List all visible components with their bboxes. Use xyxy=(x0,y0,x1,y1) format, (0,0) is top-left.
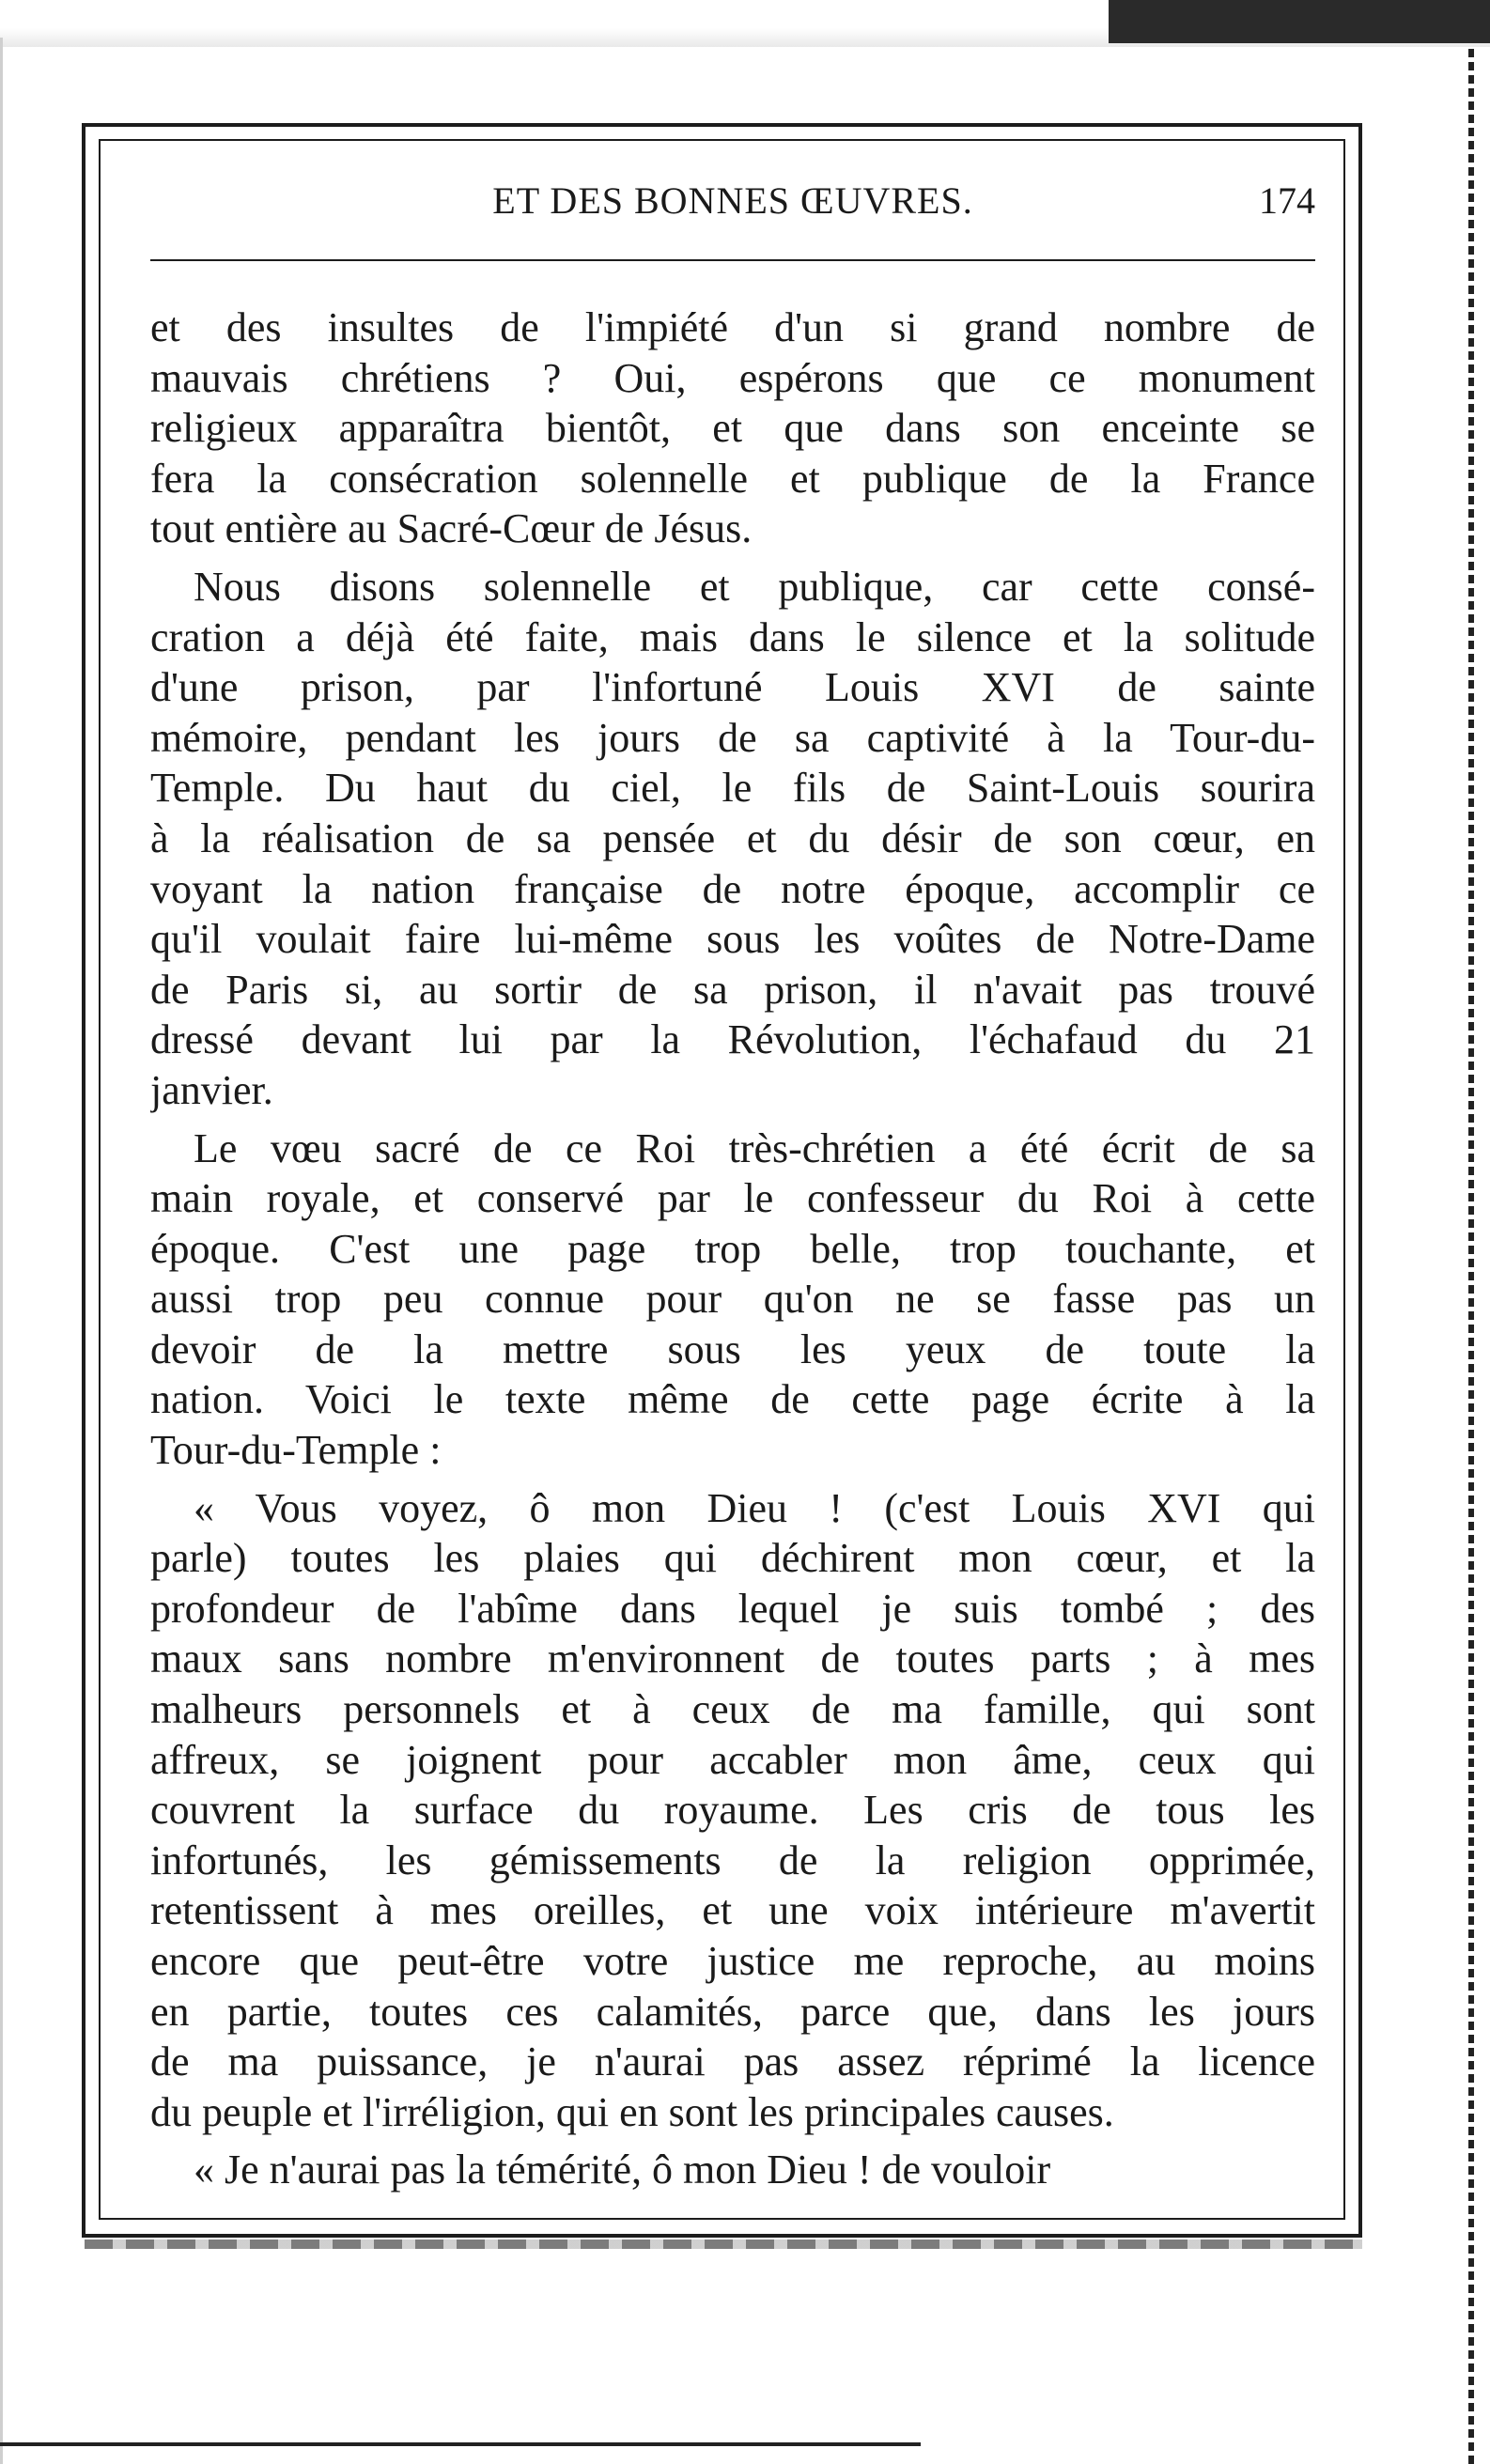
text-line: de ma puissance, je n'aurai pas assez réprimé la licence xyxy=(150,2038,1315,2085)
text-line: « Je n'aurai pas la témérité, ô mon Dieu ! de vouloir xyxy=(194,2146,1051,2193)
text-line: époque. C'est une page trop belle, trop touchante, et xyxy=(150,1225,1315,1272)
text-line: du peuple et l'irréligion, qui en sont les principales causes. xyxy=(150,2088,1114,2135)
paragraph xyxy=(150,1483,1315,2138)
text-line: en partie, toutes ces calamités, parce que, dans les jours xyxy=(150,1988,1315,2035)
paragraph xyxy=(150,562,1315,1116)
page-number: 174 xyxy=(1259,179,1315,222)
text-line: main royale, et conservé par le confesseur du Roi à cette xyxy=(150,1175,1315,1222)
text-line: Le vœu sacré de ce Roi très-chrétien a été écrit de sa xyxy=(194,1124,1315,1171)
running-head-title: ET DES BONNES ŒUVRES. xyxy=(492,179,973,222)
scan-bottom-edge xyxy=(0,2442,921,2446)
text-line: maux sans nombre m'environnent de toutes parts ; à mes xyxy=(150,1635,1315,1682)
text-line: janvier. xyxy=(150,1066,273,1113)
text-line: Nous disons solennelle et publique, car cette consé- xyxy=(194,563,1315,610)
text-line: dressé devant lui par la Révolution, l'échafaud du 21 xyxy=(150,1016,1315,1063)
text-line: cration a déjà été faite, mais dans le silence et la solitude xyxy=(150,613,1315,660)
text-line: « Vous voyez, ô mon Dieu ! (c'est Louis XVI qui xyxy=(194,1484,1315,1531)
header-rule xyxy=(150,259,1315,261)
text-line: à la réalisation de sa pensée et du désir de son cœur, en xyxy=(150,814,1315,861)
text-line: de Paris si, au sortir de sa prison, il n'avait pas trouvé xyxy=(150,966,1315,1013)
text-line: aussi trop peu connue pour qu'on ne se fasse pas un xyxy=(150,1276,1315,1323)
paragraph-gap xyxy=(150,2137,1315,2145)
text-line: et des insultes de l'impiété d'un si grand nombre de xyxy=(150,304,1315,350)
page-frame-bottom-shadow xyxy=(85,2239,1362,2249)
text-line: malheurs personnels et à ceux de ma famille, qui sont xyxy=(150,1686,1315,1733)
text-line: voyant la nation française de notre époque, accomplir ce xyxy=(150,865,1315,912)
text-line: fera la consécration solennelle et publique de la France xyxy=(150,455,1315,502)
text-line: devoir de la mettre sous les yeux de toute la xyxy=(150,1325,1315,1372)
paragraph xyxy=(150,302,1315,554)
text-line: Tour-du-Temple : xyxy=(150,1427,442,1474)
text-line: retentissent à mes oreilles, et une voix intérieure m'avertit xyxy=(150,1887,1315,1934)
scan-right-edge xyxy=(1468,49,1474,2464)
running-head xyxy=(150,169,1315,235)
paragraph-gap xyxy=(150,1116,1315,1124)
text-line: infortunés, les gémissements de la religion opprimée, xyxy=(150,1836,1315,1883)
text-line: Temple. Du haut du ciel, le fils de Saint-Louis sourira xyxy=(150,765,1315,812)
text-line: d'une prison, par l'infortuné Louis XVI de sainte xyxy=(150,664,1315,711)
text-line: tout entière au Sacré-Cœur de Jésus. xyxy=(150,505,753,552)
text-line: mémoire, pendant les jours de sa captivité à la Tour-du- xyxy=(150,714,1315,761)
text-line: encore que peut-être votre justice me reproche, au moins xyxy=(150,1938,1315,1984)
text-line: religieux apparaîtra bientôt, et que dans son enceinte se xyxy=(150,405,1315,452)
paragraph-gap xyxy=(150,554,1315,562)
text-line: profondeur de l'abîme dans lequel je suis tombé ; des xyxy=(150,1585,1315,1632)
text-line: qu'il voulait faire lui-même sous les voûtes de Notre-Dame xyxy=(150,916,1315,963)
paragraph xyxy=(150,2145,1315,2195)
text-line: mauvais chrétiens ? Oui, espérons que ce monument xyxy=(150,354,1315,401)
paragraph xyxy=(150,1124,1315,1476)
text-line: nation. Voici le texte même de cette page écrite à la xyxy=(150,1376,1315,1423)
body-text xyxy=(150,302,1315,2195)
paragraph-gap xyxy=(150,1476,1315,1483)
text-line: parle) toutes les plaies qui déchirent mon cœur, et la xyxy=(150,1535,1315,1582)
scan-edge-dark xyxy=(1109,0,1490,43)
scan-left-edge xyxy=(0,38,3,2464)
text-line: couvrent la surface du royaume. Les cris de tous les xyxy=(150,1787,1315,1834)
text-line: affreux, se joignent pour accabler mon âme, ceux qui xyxy=(150,1736,1315,1783)
